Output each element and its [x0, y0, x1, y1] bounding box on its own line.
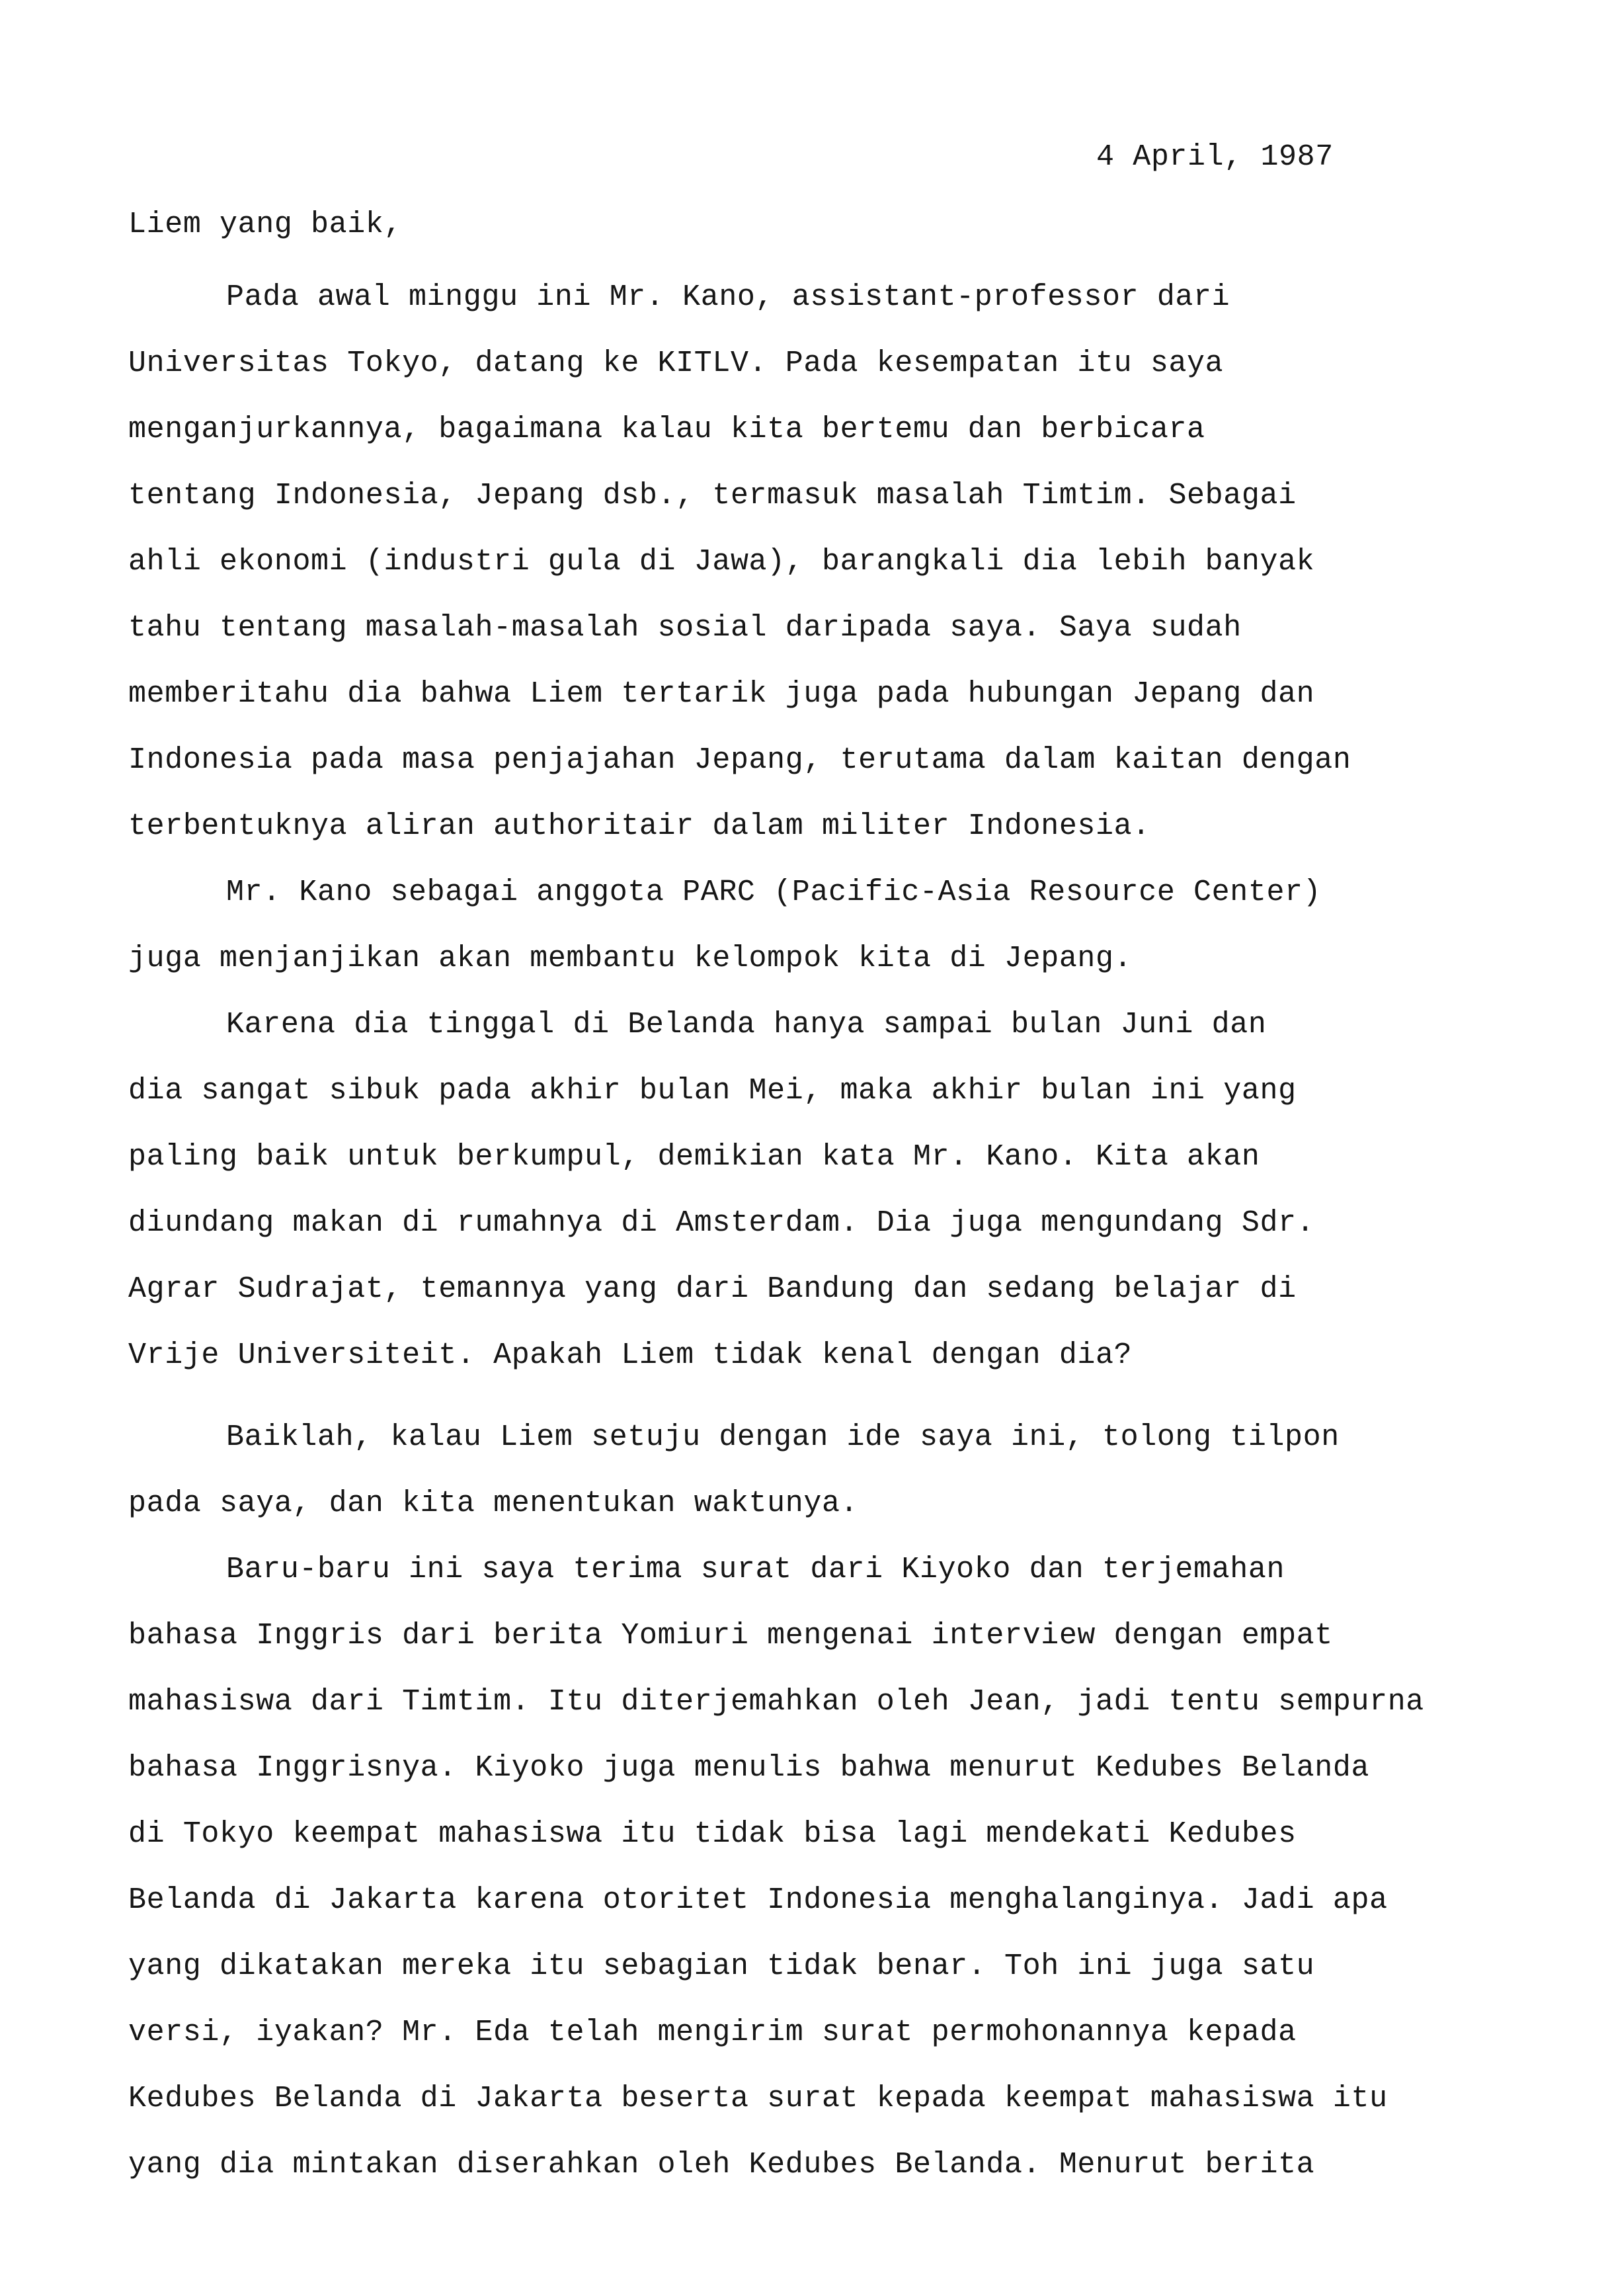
text-line: yang dia mintakan diserahkan oleh Kedubes Belanda. Menurut berita [128, 2148, 1315, 2182]
text-line: bahasa Inggris dari berita Yomiuri mengenai interview dengan empat [128, 1619, 1333, 1653]
text-line: tentang Indonesia, Jepang dsb., termasuk masalah Timtim. Sebagai [128, 479, 1297, 512]
text-line: yang dikatakan mereka itu sebagian tidak benar. Toh ini juga satu [128, 1949, 1315, 1983]
text-line: Kedubes Belanda di Jakarta beserta surat kepada keempat mahasiswa itu [128, 2082, 1388, 2115]
paragraph-phone [128, 1405, 1603, 1537]
text-line: ahli ekonomi (industri gula di Jawa), barangkali dia lebih banyak [128, 545, 1315, 579]
text-line: pada saya, dan kita menentukan waktunya. [128, 1487, 859, 1520]
text-line: tahu tentang masalah-masalah sosial daripada saya. Saya sudah [128, 611, 1242, 645]
text-line: Karena dia tinggal di Belanda hanya sampai bulan Juni dan [226, 1008, 1267, 1042]
text-line: Baru-baru ini saya terima surat dari Kiyoko dan terjemahan [226, 1553, 1285, 1586]
text-line: Baiklah, kalau Liem setuju dengan ide saya ini, tolong tilpon [226, 1420, 1340, 1454]
letter-date: 4 April, 1987 [1096, 140, 1334, 174]
paragraph-kano-visit [128, 265, 1603, 860]
text-line: Universitas Tokyo, datang ke KITLV. Pada kesempatan itu saya [128, 347, 1224, 380]
text-line: Belanda di Jakarta karena otoritet Indonesia menghalanginya. Jadi apa [128, 1883, 1388, 1917]
paragraph-kiyoko [128, 1537, 1603, 2198]
text-line: bahasa Inggrisnya. Kiyoko juga menulis bahwa menurut Kedubes Belanda [128, 1751, 1370, 1785]
text-line: Indonesia pada masa penjajahan Jepang, terutama dalam kaitan dengan [128, 743, 1351, 777]
text-line: memberitahu dia bahwa Liem tertarik juga pada hubungan Jepang dan [128, 677, 1315, 711]
text-line: menganjurkannya, bagaimana kalau kita bertemu dan berbicara [128, 413, 1205, 446]
text-line: di Tokyo keempat mahasiswa itu tidak bisa lagi mendekati Kedubes [128, 1817, 1297, 1851]
text-line: paling baik untuk berkumpul, demikian kata Mr. Kano. Kita akan [128, 1140, 1260, 1174]
text-line: dia sangat sibuk pada akhir bulan Mei, maka akhir bulan ini yang [128, 1074, 1297, 1108]
letter-salutation: Liem yang baik, [128, 208, 403, 241]
text-line: terbentuknya aliran authoritair dalam militer Indonesia. [128, 809, 1150, 843]
text-line: Vrije Universiteit. Apakah Liem tidak kenal dengan dia? [128, 1338, 1133, 1372]
letter-body [128, 265, 1603, 2198]
text-line: versi, iyakan? Mr. Eda telah mengirim surat permohonannya kepada [128, 2016, 1297, 2049]
text-line: Mr. Kano sebagai anggota PARC (Pacific-Asia Resource Center) [226, 876, 1322, 909]
text-line: Agrar Sudrajat, temannya yang dari Bandung dan sedang belajar di [128, 1272, 1297, 1306]
text-line: Pada awal minggu ini Mr. Kano, assistant-professor dari [226, 280, 1230, 314]
text-line: diundang makan di rumahnya di Amsterdam. Dia juga mengundang Sdr. [128, 1206, 1315, 1240]
text-line: mahasiswa dari Timtim. Itu diterjemahkan oleh Jean, jadi tentu sempurna [128, 1685, 1424, 1719]
text-line: juga menjanjikan akan membantu kelompok kita di Jepang. [128, 942, 1133, 975]
paragraph-meeting [128, 992, 1603, 1389]
paragraph-parc [128, 860, 1603, 992]
